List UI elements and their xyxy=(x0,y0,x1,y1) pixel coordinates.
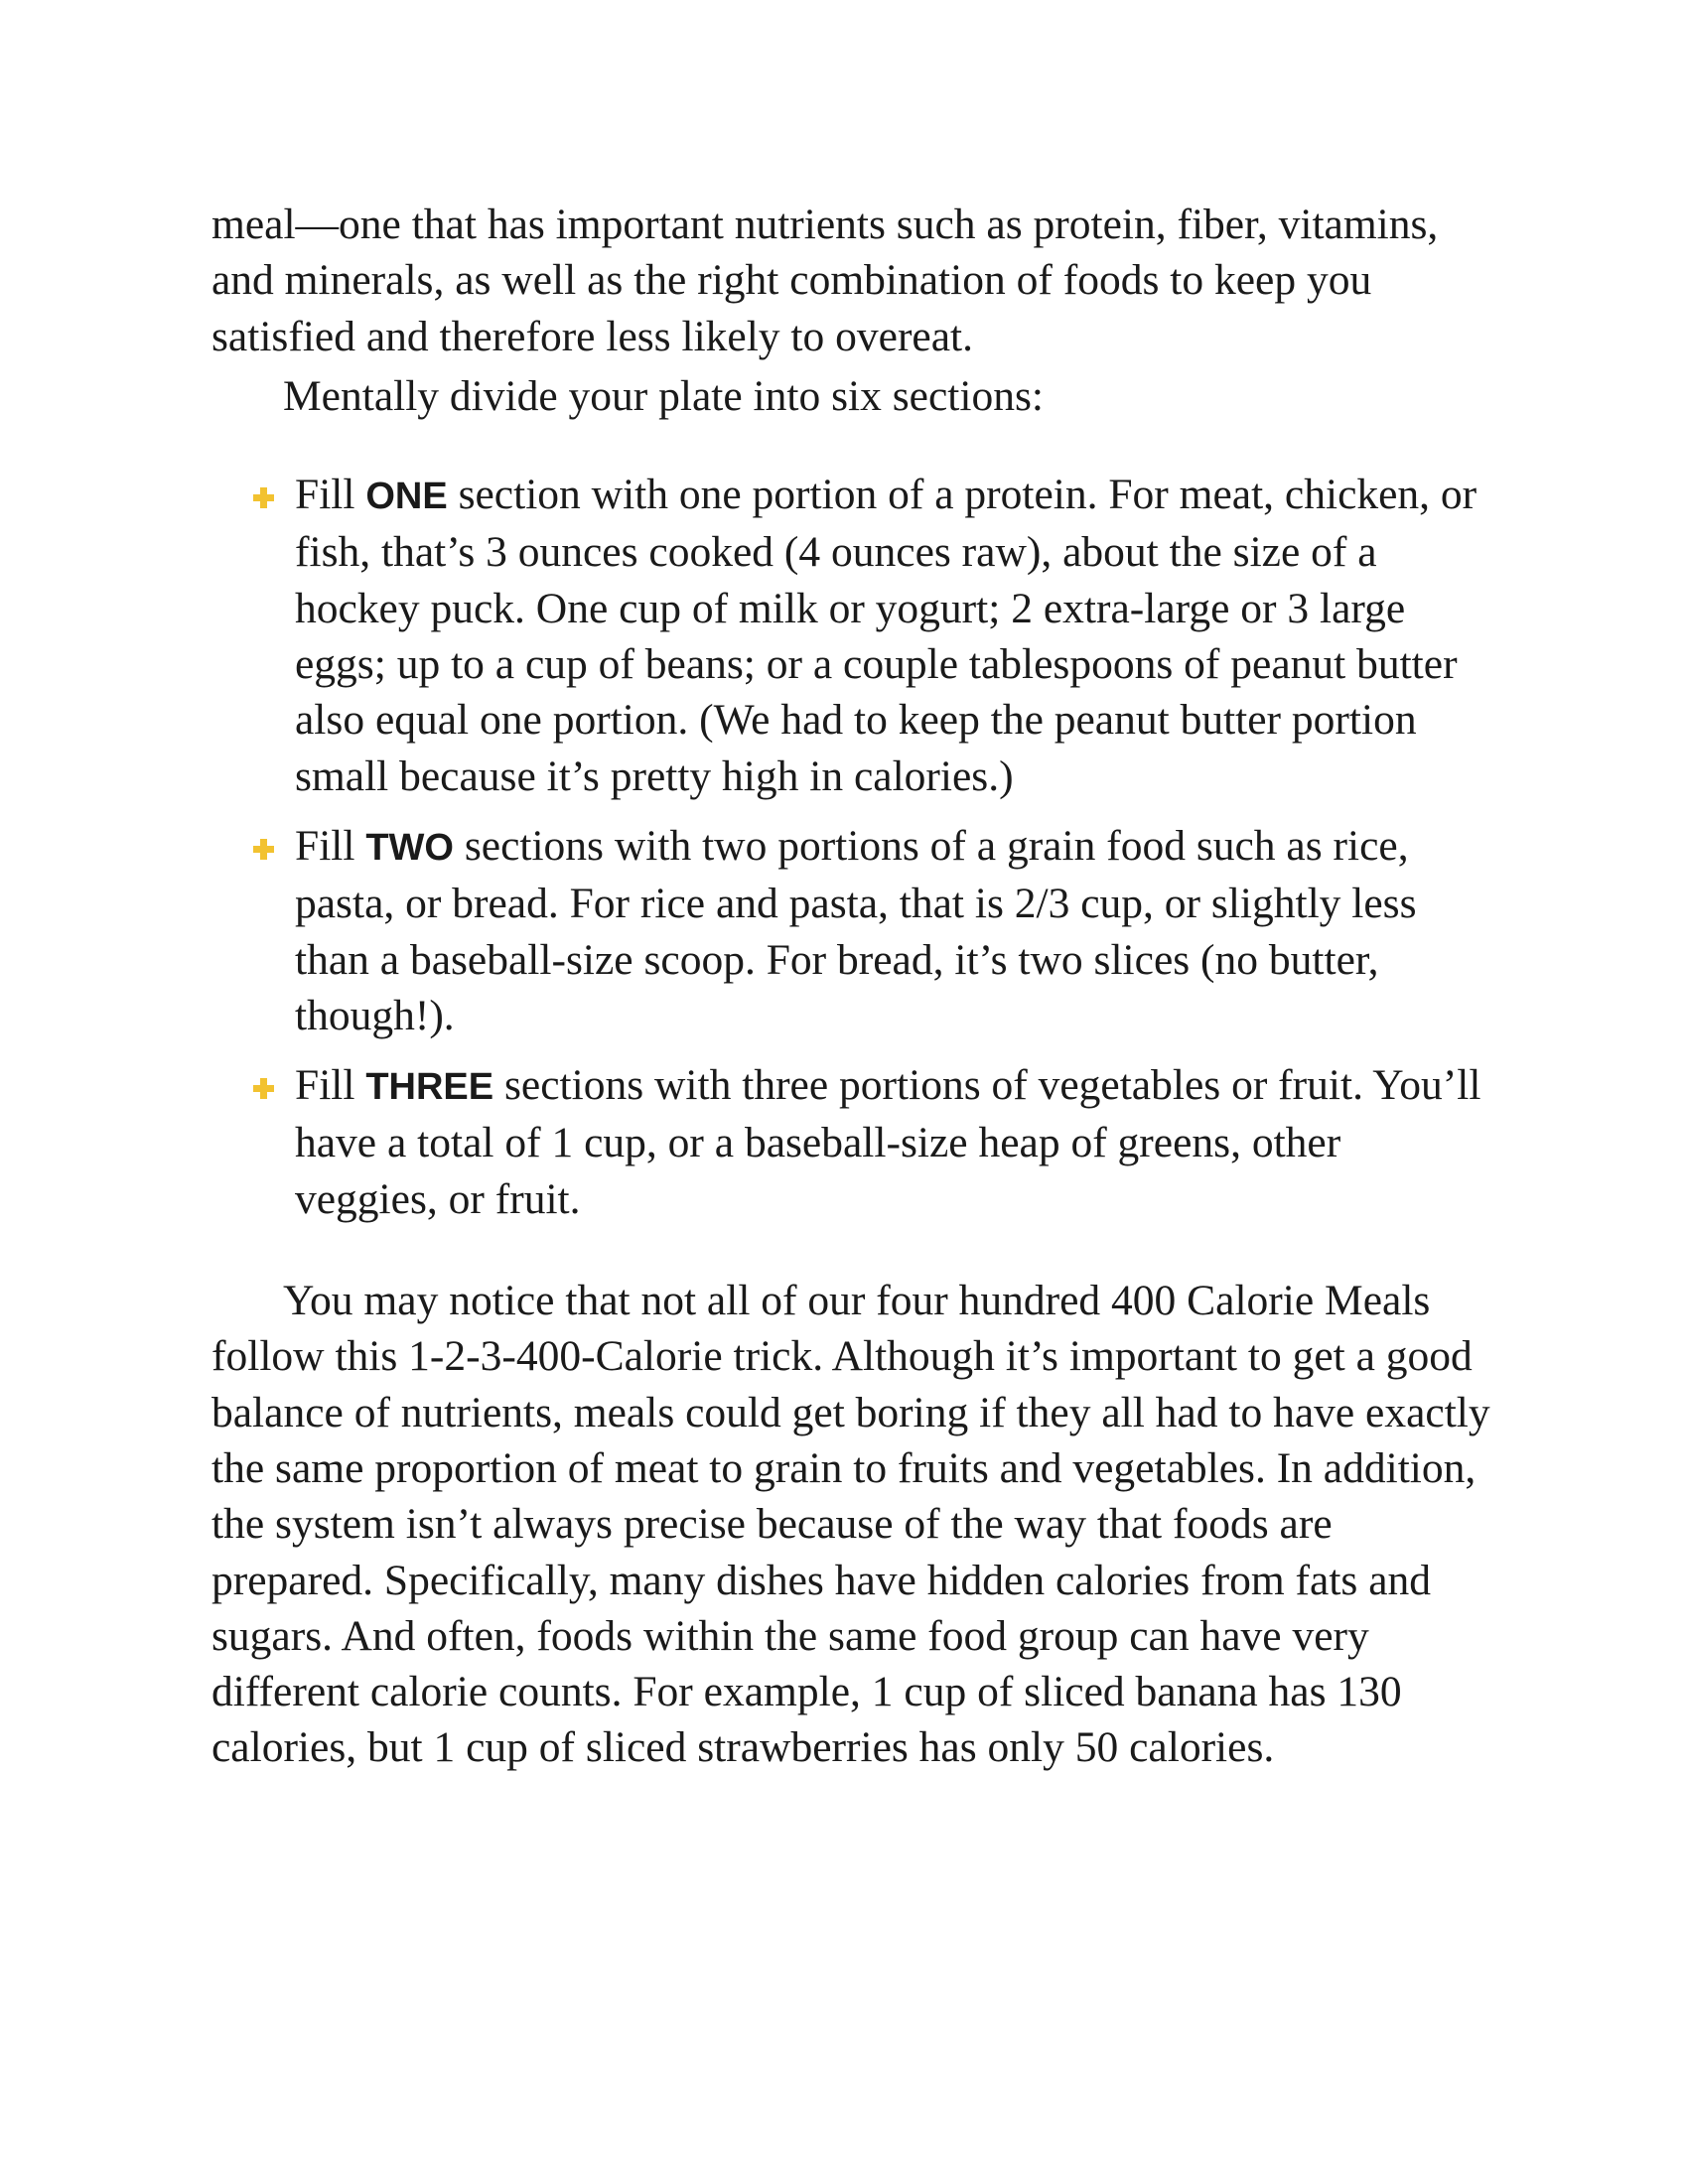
closing-paragraph: You may notice that not all of our four hundred 400 Calorie Meals follow this 1-2-3-400-Calorie trick. Although it’s important to get a good balance of nutrients, meals could get boring if they all had to have exactly the same proportion of meat to grain to fruits and vegetables. In addition, the system isn’t always precise because of the way that foods are prepared. Specifically, many dishes have hidden calories from fats and sugars. And often, foods within the same food group can have very different calorie counts. For example, 1 cup of sliced banana has 130 calories, but 1 cup of sliced strawberries has only 50 calories. xyxy=(211,1277,1490,1772)
item-text: sections with three portions of vegetables or fruit. You’ll have a total of 1 cup, or a baseball-size heap of greens, other veggies, or fruit. xyxy=(295,1061,1481,1223)
item-prefix: Fill xyxy=(295,471,366,519)
list-item xyxy=(211,467,1492,804)
page-content xyxy=(211,197,1492,1776)
list-item xyxy=(211,1057,1492,1227)
item-keyword: ONE xyxy=(365,476,448,518)
plus-bullet-icon xyxy=(253,1078,274,1099)
item-prefix: Fill xyxy=(295,1061,366,1110)
item-keyword: TWO xyxy=(365,826,454,869)
item-keyword: THREE xyxy=(365,1066,494,1109)
divide-instruction: Mentally divide your plate into six sections: xyxy=(283,371,1044,420)
item-text: sections with two portions of a grain food such as rice, pasta, or bread. For rice and pasta, that is 2/3 cup, or slightly less than a baseball-size scoop. For bread, it’s two slices (no butter, though!). xyxy=(295,821,1417,1039)
intro-paragraph: meal—one that has important nutrients such as protein, fiber, vitamins, and minerals, as well as the right combination of foods to keep you satisfied and therefore less likely to overeat. xyxy=(211,201,1439,360)
item-prefix: Fill xyxy=(295,821,366,870)
item-text: section with one portion of a protein. For meat, chicken, or fish, that’s 3 ounces cooked (4 ounces raw), about the size of a hockey puck. One cup of milk or yogurt; 2 extra-large or 3 large eggs; up to a cup of beans; or a couple tablespoons of peanut butter also equal one portion. (We had to keep the peanut butter portion small because it’s pretty high in calories.) xyxy=(295,471,1477,800)
list-item xyxy=(211,818,1492,1043)
plus-bullet-icon xyxy=(253,839,274,860)
plus-bullet-icon xyxy=(253,487,274,508)
plate-sections-list xyxy=(211,467,1492,1227)
